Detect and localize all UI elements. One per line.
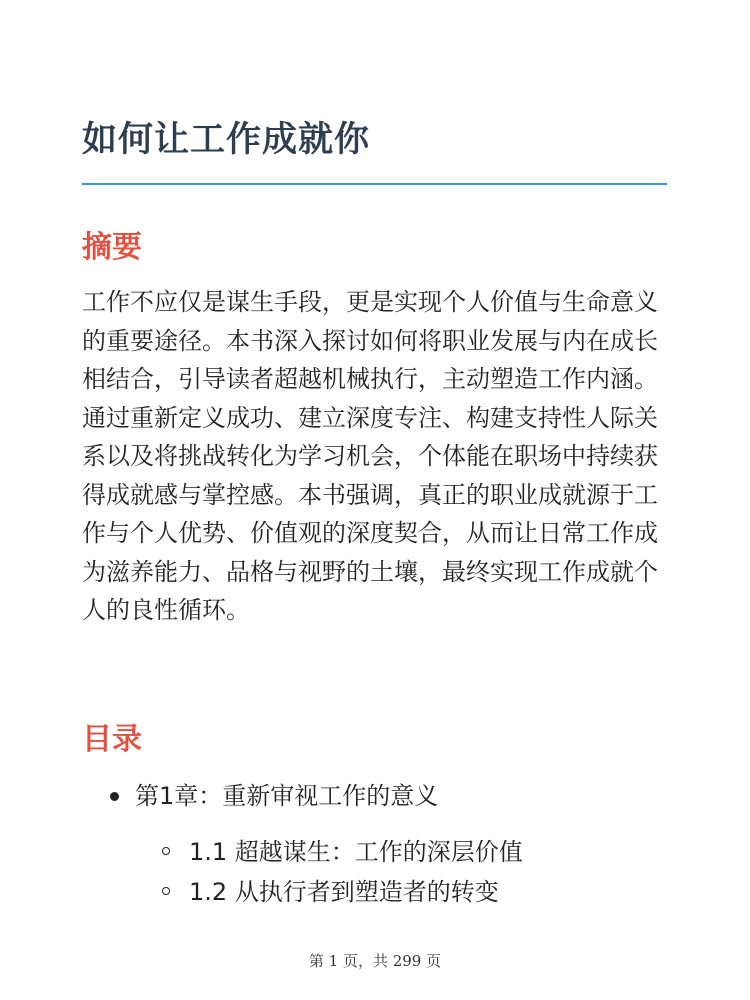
bullet-dot-icon (110, 792, 119, 801)
bullet-circle-icon (162, 887, 170, 895)
toc-section-item (162, 872, 523, 912)
toc-section-label: 1.1 超越谋生：工作的深层价值 (189, 838, 523, 866)
document-title: 如何让工作成就你 (82, 120, 371, 160)
toc-section-label: 1.2 从执行者到塑造者的转变 (189, 878, 499, 906)
toc-section-item (162, 832, 523, 872)
page-number-footer: 第 1 页，共 299 页 (308, 952, 442, 970)
bullet-circle-icon (162, 847, 170, 855)
title-divider (82, 183, 667, 185)
toc-chapter-item (110, 778, 523, 912)
toc-heading: 目录 (82, 722, 142, 757)
toc-chapter-label: 第1章：重新审视工作的意义 (135, 782, 439, 810)
abstract-paragraph: 工作不应仅是谋生手段，更是实现个人价值与生命意义的重要途径。本书深入探讨如何将职业发展与内在成长相结合，引导读者超越机械执行，主动塑造工作内涵。通过重新定义成功、建立深度专注、构建支持性人际关系以及将挑战转化为学习机会，个体能在职场中持续获得成就感与掌控感。本书强调，真正的职业成就源于工作与个人优势、价值观的深度契合，从而让日常工作成为滋养能力、品格与视野的土壤，最终实现工作成就个人的良性循环。 (82, 288, 658, 624)
abstract-heading: 摘要 (82, 230, 142, 265)
toc-list (110, 778, 523, 912)
toc-section-list (162, 832, 523, 912)
